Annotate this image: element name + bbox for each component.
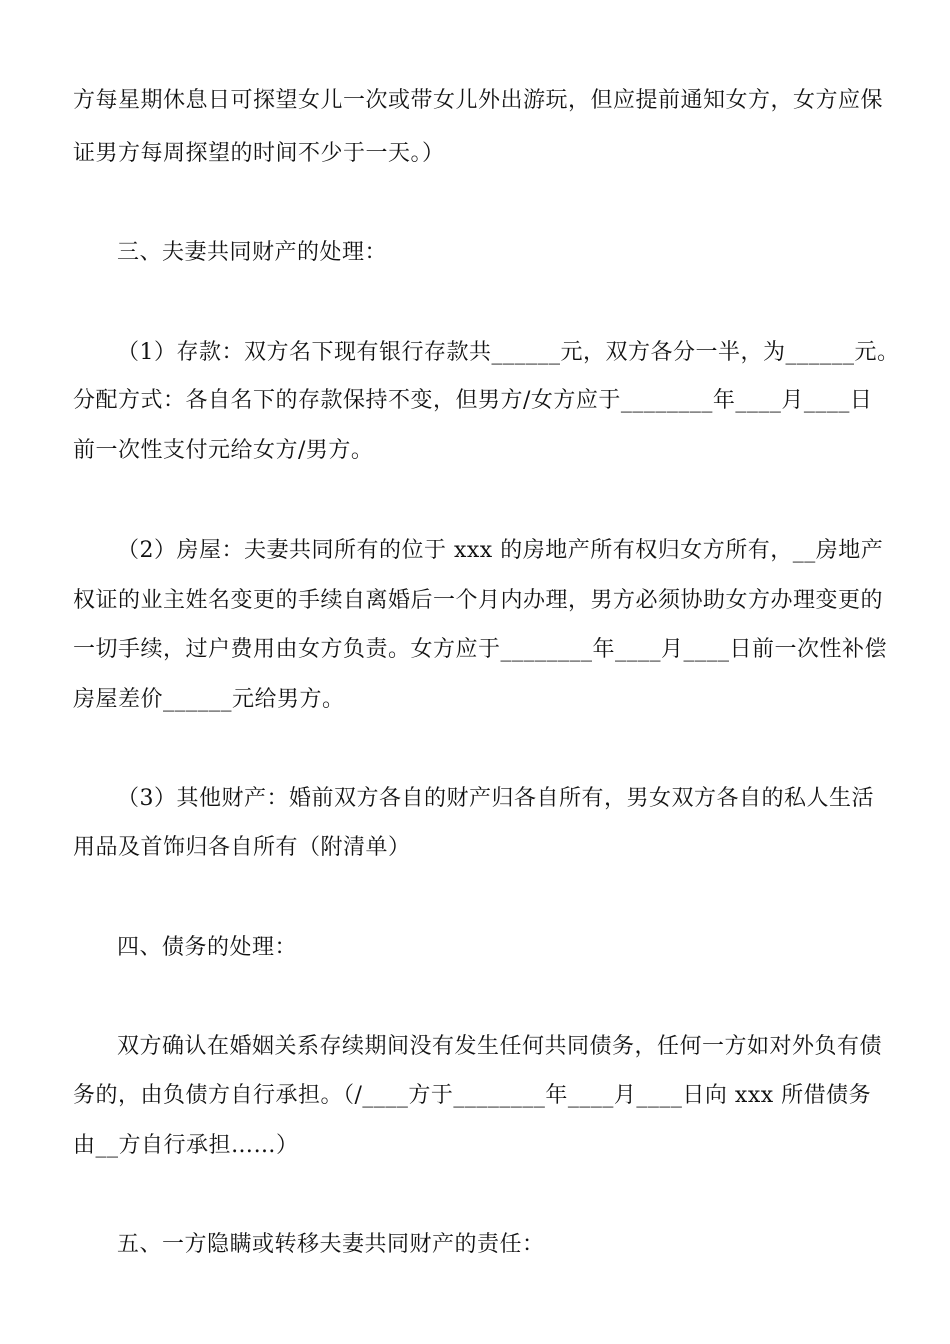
paragraph-line: 务的，由负债方自行承担。（/____方于________年____月____日向 xxx 所借债务 [73, 1083, 872, 1108]
paragraph-line: 权证的业主姓名变更的手续自离婚后一个月内办理，男方必须协助女方办理变更的 [73, 588, 884, 613]
paragraph-line: 前一次性支付元给女方/男方。 [73, 438, 374, 463]
paragraph-line: 一切手续，过户费用由女方负责。女方应于________年____月____日前一次性补偿 [73, 637, 888, 662]
section-heading-property: 三、夫妻共同财产的处理： [117, 240, 388, 265]
section-heading-concealment: 五、一方隐瞒或转移夫妻共同财产的责任： [117, 1232, 545, 1257]
paragraph-line: 双方确认在婚姻关系存续期间没有发生任何共同债务，任何一方如对外负有债 [117, 1034, 883, 1059]
section-heading-debt: 四、债务的处理： [117, 935, 298, 960]
paragraph-line: 证男方每周探望的时间不少于一天。） [73, 141, 445, 166]
paragraph-line: （2）房屋：夫妻共同所有的位于 xxx 的房地产所有权归女方所有，__房地产 [117, 538, 884, 563]
paragraph-line: 由__方自行承担……） [73, 1133, 299, 1158]
paragraph-line: 分配方式：各自名下的存款保持不变，但男方/女方应于________年____月____日 [73, 388, 873, 413]
paragraph-line: 方每星期休息日可探望女儿一次或带女儿外出游玩，但应提前通知女方，女方应保 [73, 88, 884, 113]
paragraph-line: （1）存款：双方名下现有银行存款共______元，双方各分一半，为______元。 [117, 340, 900, 365]
paragraph-line: 房屋差价______元给男方。 [73, 687, 345, 712]
paragraph-line: （3）其他财产：婚前双方各自的财产归各自所有，男女双方各自的私人生活 [117, 786, 874, 811]
paragraph-line: 用品及首饰归各自所有（附清单） [73, 835, 411, 860]
